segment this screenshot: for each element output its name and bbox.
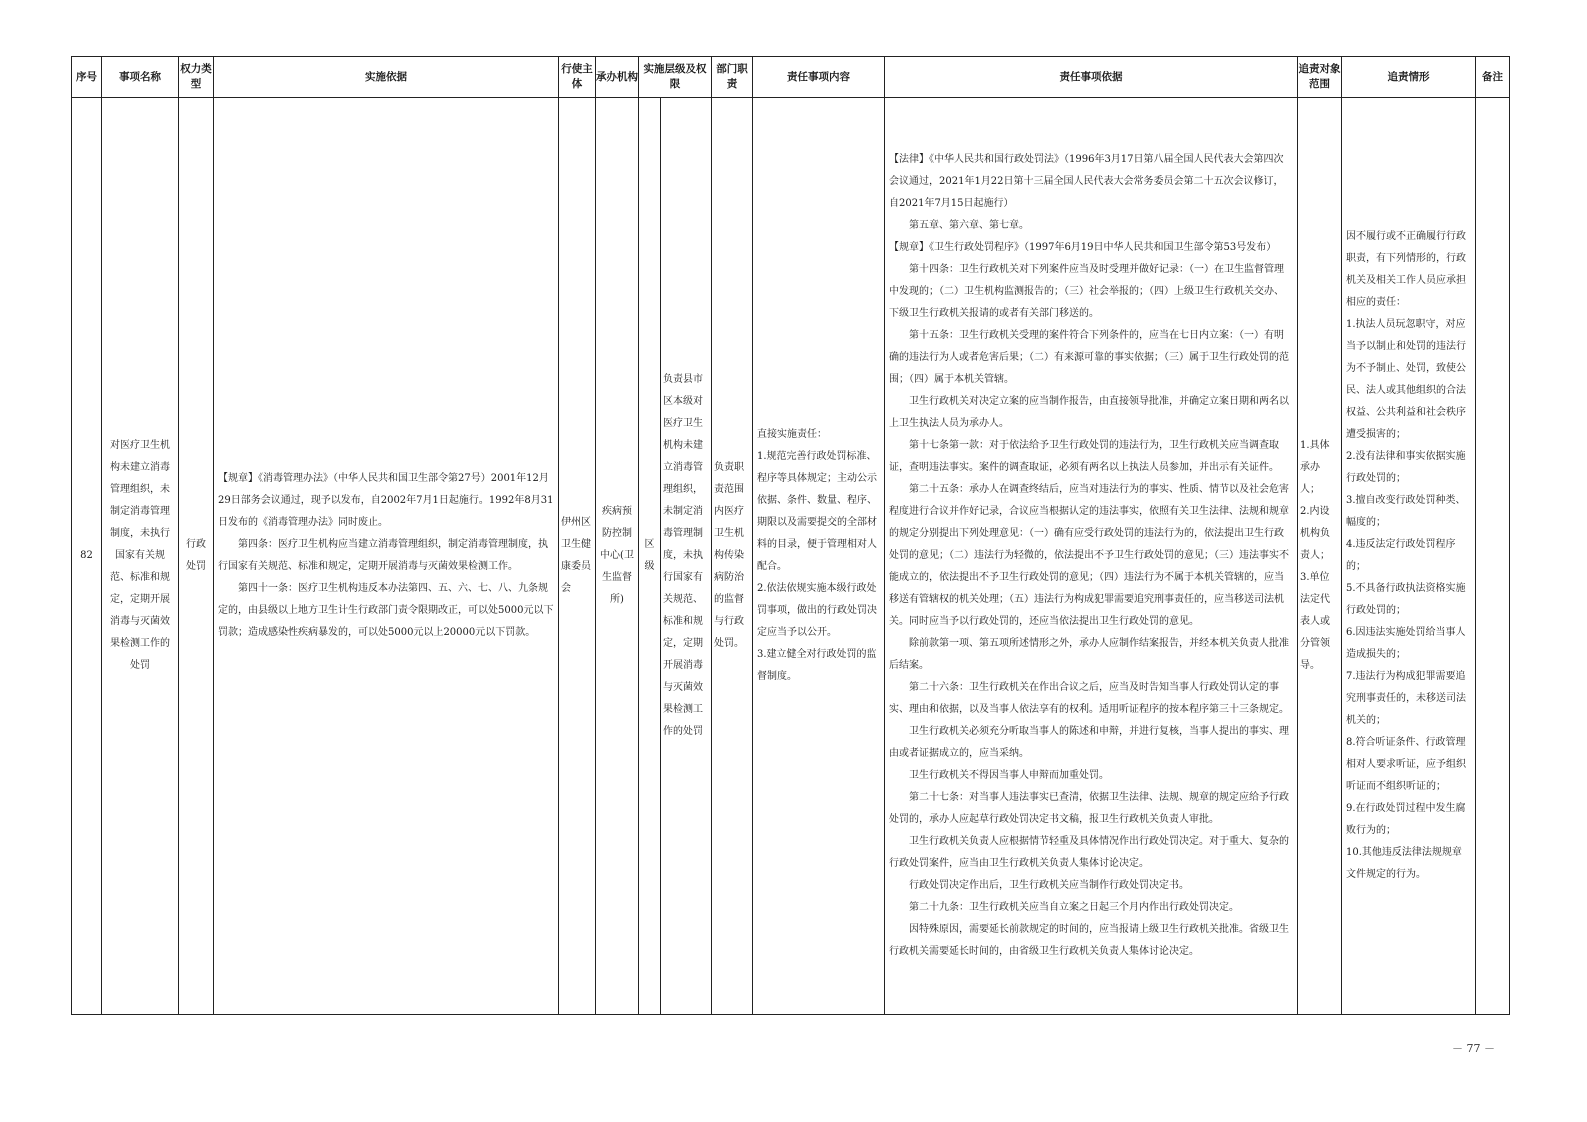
resp-basis-paragraph: 卫生行政机关负责人应根据情节轻重及具体情况作出行政处罚决定。对于重大、复杂的行政处罚案件，应当由卫生行政机关负责人集体讨论决定。 — [889, 836, 1289, 869]
resp-content-line: 1.规范完善行政处罚标准、程序等具体规定；主动公示依据、条件、数量、程序、期限以及需要提交的全部材料的目录，便于管理相对人配合。 — [757, 451, 877, 572]
row-remark — [1476, 98, 1510, 1015]
resp-basis-paragraph: 卫生行政机关对决定立案的应当制作报告，由直接领导批准，并确定立案日期和两名以上卫生执法人员为承办人。 — [889, 396, 1289, 429]
resp-content-line: 直接实施责任： — [757, 429, 827, 440]
scope-line: 2.内设机构负责人； — [1300, 506, 1330, 561]
header-resp-basis: 责任事项依据 — [885, 57, 1298, 98]
row-subject: 伊州区卫生健康委员会 — [559, 98, 596, 1015]
page-number: － 77 － — [1452, 1042, 1495, 1055]
header-subject: 行使主体 — [559, 57, 596, 98]
case-line: 3.擅自改变行政处罚种类、幅度的； — [1346, 495, 1466, 528]
case-line: 9.在行政处罚过程中发生腐败行为的； — [1346, 803, 1466, 836]
header-basis: 实施依据 — [214, 57, 559, 98]
resp-basis-paragraph: 第十五条：卫生行政机关受理的案件符合下列条件的，应当在七日内立案：（一）有明确的违法行为人或者危害后果；（二）有来源可靠的事实依据；（三）属于卫生行政处罚的范围；（四）属于本机关管辖。 — [889, 330, 1289, 385]
resp-basis-paragraph: 【规章】《卫生行政处罚程序》（1997年6月19日中华人民共和国卫生部令第53号发布） — [889, 242, 1277, 253]
header-row — [72, 57, 1510, 98]
case-line: 5.不具备行政执法资格实施行政处罚的； — [1346, 583, 1466, 616]
case-line: 7.违法行为构成犯罪需要追究刑事责任的，未移送司法机关的； — [1346, 671, 1466, 726]
basis-paragraph: 第四十一条：医疗卫生机构违反本办法第四、五、六、七、八、九条规定的，由县级以上地方卫生计生行政部门责令限期改正，可以处5000元以下罚款；造成感染性疾病暴发的，可以处5000元以上20000元以下罚款。 — [218, 583, 554, 638]
case-line: 因不履行或不正确履行行政职责，有下列情形的，行政机关及相关工作人员应承担相应的责任： — [1346, 231, 1466, 308]
resp-basis-paragraph: 第二十五条：承办人在调查终结后，应当对违法行为的事实、性质、情节以及社会危害程度进行合议并作好记录，合议应当根据认定的违法事实，依照有关卫生法律、法规和规章的规定分别提出下列处理意见：（一）确有应受行政处罚的违法行为的，依法提出卫生行政处罚的意见；（二）违法行为轻微的，依法提出不予卫生行政处罚的意见；（三）违法事实不能成立的，依法提出不予卫生行政处罚的意见；（四）违法行为不属于本机关管辖的，应当移送有管辖权的机关处理；（五）违法行为构成犯罪需要追究刑事责任的，应当移送司法机关。同时应当予以行政处罚的，还应当依法提出卫生行政处罚的意见。 — [889, 484, 1289, 627]
row-resp-basis — [885, 98, 1298, 1015]
header-duty: 部门职责 — [712, 57, 753, 98]
header-resp-content: 责任事项内容 — [753, 57, 885, 98]
header-seq: 序号 — [72, 57, 102, 98]
scope-line: 3.单位法定代表人或分管领导。 — [1300, 572, 1330, 671]
row-power-type: 行政处罚 — [179, 98, 214, 1015]
resp-content-line: 3.建立健全对行政处罚的监督制度。 — [757, 649, 877, 682]
resp-basis-paragraph: 除前款第一项、第五项所述情形之外，承办人应制作结案报告，并经本机关负责人批准后结案。 — [889, 638, 1289, 671]
row-level: 区级 — [639, 98, 661, 1015]
row-item-name: 对医疗卫生机构未建立消毒管理组织，未制定消毒管理制度，未执行国家有关规范、标准和规定，定期开展消毒与灭菌效果检测工作的处罚 — [102, 98, 179, 1015]
basis-paragraph: 第四条：医疗卫生机构应当建立消毒管理组织，制定消毒管理制度，执行国家有关规范、标准和规定，定期开展消毒与灭菌效果检测工作。 — [218, 539, 548, 572]
resp-basis-paragraph: 【法律】《中华人民共和国行政处罚法》（1996年3月17日第八届全国人民代表大会第四次会议通过，2021年1月22日第十三届全国人民代表大会常务委员会第二十五次会议修订，自2021年7月15日起施行） — [889, 154, 1284, 209]
resp-basis-paragraph: 因特殊原因，需要延长前款规定的时间的，应当报请上级卫生行政机关批准。省级卫生行政机关需要延长时间的，由省级卫生行政机关负责人集体讨论决定。 — [889, 924, 1289, 957]
case-line: 6.因违法实施处罚给当事人造成损失的； — [1346, 627, 1466, 660]
resp-basis-paragraph: 第五章、第六章、第七章。 — [909, 220, 1029, 231]
responsibility-table — [71, 56, 1510, 1015]
row-resp-content — [753, 98, 885, 1015]
header-power-type: 权力类型 — [179, 57, 214, 98]
header-accountability-scope: 追责对象范围 — [1298, 57, 1342, 98]
header-level: 实施层级及权限 — [639, 57, 712, 98]
resp-basis-paragraph: 卫生行政机关必须充分听取当事人的陈述和申辩，并进行复核，当事人提出的事实、理由或者证据成立的，应当采纳。 — [889, 726, 1289, 759]
resp-basis-paragraph: 第二十九条：卫生行政机关应当自立案之日起三个月内作出行政处罚决定。 — [909, 902, 1239, 913]
resp-basis-paragraph: 行政处罚决定作出后，卫生行政机关应当制作行政处罚决定书。 — [909, 880, 1189, 891]
header-agency: 承办机构 — [596, 57, 639, 98]
resp-basis-paragraph: 第二十六条：卫生行政机关在作出合议之后，应当及时告知当事人行政处罚认定的事实、理由和依据，以及当事人依法享有的权利。适用听证程序的按本程序第三十三条规定。 — [889, 682, 1289, 715]
row-duty: 负责职责范围内医疗卫生机构传染病防治的监督与行政处罚。 — [712, 98, 753, 1015]
table-row — [72, 98, 1510, 1015]
header-item-name: 事项名称 — [102, 57, 179, 98]
basis-paragraph: 【规章】《消毒管理办法》（中华人民共和国卫生部令第27号）2001年12月29日部务会议通过，现予以发布，自2002年7月1日起施行。1992年8月31日发布的《消毒管理办法》同时废止。 — [218, 473, 554, 528]
resp-basis-paragraph: 第二十七条：对当事人违法事实已查清，依据卫生法律、法规、规章的规定应给予行政处罚的，承办人应起草行政处罚决定书文稿，报卫生行政机关负责人审批。 — [889, 792, 1289, 825]
resp-basis-paragraph: 卫生行政机关不得因当事人申辩而加重处罚。 — [909, 770, 1109, 781]
case-line: 4.违反法定行政处罚程序的； — [1346, 539, 1456, 572]
row-agency: 疾病预防控制中心(卫生监督所) — [596, 98, 639, 1015]
case-line: 1.执法人员玩忽职守，对应当予以制止和处罚的违法行为不予制止、处罚，致使公民、法人或其他组织的合法权益、公共利益和社会秩序遭受损害的； — [1346, 319, 1466, 440]
resp-content-line: 2.依法依规实施本级行政处罚事项，做出的行政处罚决定应当予以公开。 — [757, 583, 877, 638]
row-basis — [214, 98, 559, 1015]
header-accountability-cases: 追责情形 — [1342, 57, 1476, 98]
row-seq: 82 — [72, 98, 102, 1015]
row-accountability-scope — [1298, 98, 1342, 1015]
scope-line: 1.具体承办人； — [1300, 440, 1330, 495]
resp-basis-paragraph: 第十四条：卫生行政机关对下列案件应当及时受理并做好记录：（一）在卫生监督管理中发现的；（二）卫生机构监测报告的；（三）社会举报的；（四）上级卫生行政机关交办、下级卫生行政机关报请的或者有关部门移送的。 — [889, 264, 1284, 319]
case-line: 8.符合听证条件、行政管理相对人要求听证，应予组织听证而不组织听证的； — [1346, 737, 1466, 792]
case-line: 2.没有法律和事实依据实施行政处罚的； — [1346, 451, 1466, 484]
header-remark: 备注 — [1476, 57, 1510, 98]
case-line: 10.其他违反法律法规规章文件规定的行为。 — [1346, 847, 1462, 880]
resp-basis-paragraph: 第十七条第一款：对于依法给予卫生行政处罚的违法行为，卫生行政机关应当调查取证，查明违法事实。案件的调查取证，必须有两名以上执法人员参加，并出示有关证件。 — [889, 440, 1279, 473]
row-accountability-cases — [1342, 98, 1476, 1015]
row-level-detail: 负责县市区本级对医疗卫生机构未建立消毒管理组织，未制定消毒管理制度，未执行国家有关规范、标准和规定，定期开展消毒与灭菌效果检测工作的处罚 — [661, 98, 712, 1015]
